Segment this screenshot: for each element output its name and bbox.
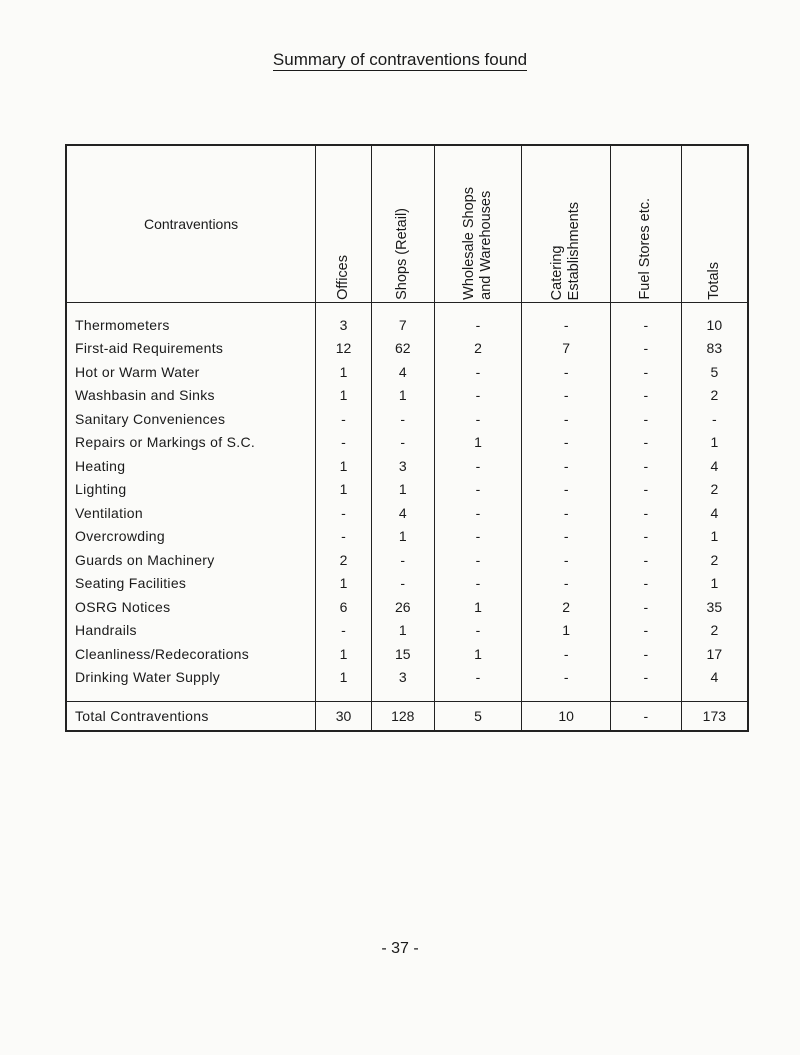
table-cell: - — [611, 337, 682, 361]
table-cell: - — [522, 642, 611, 666]
table-cell: 4 — [681, 454, 748, 478]
totals-column-header: Totals — [681, 145, 748, 303]
row-label: Ventilation — [66, 501, 316, 525]
table-cell: - — [611, 666, 682, 702]
total-cell: 128 — [371, 702, 434, 732]
table-cell: - — [522, 548, 611, 572]
total-label: Total Contraventions — [66, 702, 316, 732]
table-cell: 83 — [681, 337, 748, 361]
table-cell: - — [434, 384, 522, 408]
total-row — [66, 702, 748, 732]
table-row — [66, 642, 748, 666]
table-cell: 1 — [434, 431, 522, 455]
table-cell: - — [522, 454, 611, 478]
table-cell: - — [611, 595, 682, 619]
table-cell: 62 — [371, 337, 434, 361]
shops-retail-column-header: Shops (Retail) — [371, 145, 434, 303]
table-cell: 1 — [434, 642, 522, 666]
table-cell: 1 — [434, 595, 522, 619]
contraventions-column-header: Contraventions — [66, 145, 316, 303]
table-cell: - — [316, 431, 372, 455]
table-cell: 15 — [371, 642, 434, 666]
table-cell: - — [611, 642, 682, 666]
table-cell: - — [316, 525, 372, 549]
table-cell: - — [434, 407, 522, 431]
page-title: Summary of contraventions found — [272, 50, 528, 69]
row-label: Hot or Warm Water — [66, 360, 316, 384]
fuel-stores-column-header: Fuel Stores etc. — [611, 145, 682, 303]
table-cell: 4 — [371, 501, 434, 525]
table-cell: - — [611, 407, 682, 431]
table-cell: - — [611, 303, 682, 337]
contraventions-table — [65, 144, 749, 732]
table-cell: 2 — [681, 478, 748, 502]
table-cell: 1 — [371, 478, 434, 502]
table-cell: - — [371, 572, 434, 596]
table-cell: - — [522, 478, 611, 502]
table-cell: 1 — [681, 525, 748, 549]
table-cell: - — [522, 501, 611, 525]
row-label: OSRG Notices — [66, 595, 316, 619]
row-label: Thermometers — [66, 303, 316, 337]
table-cell: - — [434, 303, 522, 337]
table-cell: 1 — [522, 619, 611, 643]
total-cell: 10 — [522, 702, 611, 732]
table-cell: - — [371, 407, 434, 431]
table-cell: - — [434, 572, 522, 596]
table-cell: - — [434, 501, 522, 525]
total-cell: 30 — [316, 702, 372, 732]
table-cell: - — [434, 666, 522, 702]
wholesale-shops-column-header: Wholesale Shops and Warehouses — [434, 145, 522, 303]
row-label: Guards on Machinery — [66, 548, 316, 572]
table-cell: 1 — [371, 525, 434, 549]
table-cell: 2 — [681, 384, 748, 408]
table-cell: - — [434, 619, 522, 643]
row-label: Repairs or Markings of S.C. — [66, 431, 316, 455]
table-cell: 1 — [316, 454, 372, 478]
table-cell: 12 — [316, 337, 372, 361]
table-cell: 1 — [316, 478, 372, 502]
total-cell: - — [611, 702, 682, 732]
table-row — [66, 478, 748, 502]
table-cell: 4 — [371, 360, 434, 384]
table-cell: - — [522, 407, 611, 431]
row-label: Overcrowding — [66, 525, 316, 549]
table-row — [66, 360, 748, 384]
header-row — [66, 145, 748, 303]
offices-column-header: Offices — [316, 145, 372, 303]
table-cell: - — [611, 478, 682, 502]
table-row — [66, 454, 748, 478]
table-cell: - — [522, 360, 611, 384]
table-cell: 6 — [316, 595, 372, 619]
table-cell: - — [611, 384, 682, 408]
table-cell: 1 — [316, 384, 372, 408]
table-cell: - — [371, 431, 434, 455]
table-row — [66, 572, 748, 596]
table-cell: - — [522, 384, 611, 408]
table-row — [66, 431, 748, 455]
table-cell: - — [522, 572, 611, 596]
table-row — [66, 407, 748, 431]
catering-column-header: Catering Establishments — [522, 145, 611, 303]
row-label: First-aid Requirements — [66, 337, 316, 361]
table-cell: 3 — [371, 454, 434, 478]
table-cell: - — [434, 548, 522, 572]
table-cell: 2 — [681, 619, 748, 643]
table-cell: 2 — [522, 595, 611, 619]
table-cell: 7 — [371, 303, 434, 337]
table-cell: 26 — [371, 595, 434, 619]
table-cell: 1 — [316, 572, 372, 596]
table-cell: - — [522, 525, 611, 549]
table-cell: - — [434, 360, 522, 384]
row-label: Washbasin and Sinks — [66, 384, 316, 408]
row-label: Cleanliness/Redecorations — [66, 642, 316, 666]
table-cell: - — [434, 525, 522, 549]
table-cell: - — [316, 619, 372, 643]
total-cell: 5 — [434, 702, 522, 732]
table-cell: 10 — [681, 303, 748, 337]
row-label: Sanitary Conveniences — [66, 407, 316, 431]
table-cell: - — [611, 619, 682, 643]
row-label: Seating Facilities — [66, 572, 316, 596]
table-cell: 3 — [371, 666, 434, 702]
table-cell: 1 — [681, 431, 748, 455]
table-cell: - — [371, 548, 434, 572]
table-cell: - — [522, 431, 611, 455]
table-cell: 1 — [316, 642, 372, 666]
table-cell: 1 — [316, 360, 372, 384]
table-cell: - — [611, 548, 682, 572]
table-cell: - — [611, 572, 682, 596]
table-cell: - — [611, 454, 682, 478]
table-cell: - — [611, 525, 682, 549]
table-cell: - — [611, 431, 682, 455]
table-cell: 4 — [681, 666, 748, 702]
table-cell: - — [316, 501, 372, 525]
table-cell: 2 — [316, 548, 372, 572]
table-cell: 1 — [371, 384, 434, 408]
row-label: Heating — [66, 454, 316, 478]
table-cell: - — [316, 407, 372, 431]
table-cell: - — [522, 303, 611, 337]
table-cell: 35 — [681, 595, 748, 619]
table-cell: 5 — [681, 360, 748, 384]
table-cell: 3 — [316, 303, 372, 337]
table-row — [66, 384, 748, 408]
table-cell: - — [522, 666, 611, 702]
row-label: Drinking Water Supply — [66, 666, 316, 702]
table-row — [66, 501, 748, 525]
table-cell: - — [611, 501, 682, 525]
table-cell: - — [611, 360, 682, 384]
table-row — [66, 548, 748, 572]
table-row — [66, 303, 748, 337]
table-cell: - — [434, 454, 522, 478]
table-cell: 7 — [522, 337, 611, 361]
table-cell: 1 — [371, 619, 434, 643]
table-cell: 2 — [681, 548, 748, 572]
table-cell: 17 — [681, 642, 748, 666]
table-cell: 2 — [434, 337, 522, 361]
table-cell: 1 — [316, 666, 372, 702]
row-label: Lighting — [66, 478, 316, 502]
row-label: Handrails — [66, 619, 316, 643]
table-cell: - — [434, 478, 522, 502]
total-cell: 173 — [681, 702, 748, 732]
page-number: - 37 - — [381, 940, 419, 957]
table-row — [66, 666, 748, 702]
table-cell: 1 — [681, 572, 748, 596]
table-row — [66, 619, 748, 643]
table-row — [66, 525, 748, 549]
table-cell: - — [681, 407, 748, 431]
table-row — [66, 595, 748, 619]
table-cell: 4 — [681, 501, 748, 525]
table-row — [66, 337, 748, 361]
